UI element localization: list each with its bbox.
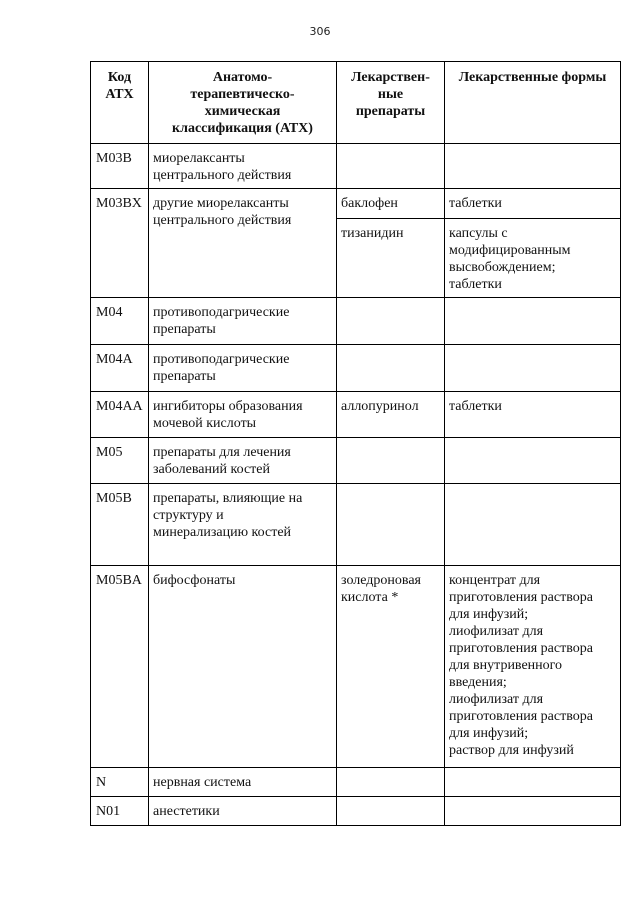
table-row xyxy=(91,438,621,484)
table-row xyxy=(91,797,621,826)
dosage-forms: таблетки xyxy=(445,189,621,219)
dosage-forms xyxy=(445,797,621,826)
dosage-forms: капсулы с модифицированным высвобождением; таблетки xyxy=(445,219,621,298)
table-row xyxy=(91,144,621,189)
drug-name xyxy=(337,144,445,189)
header-code: Код АТХ xyxy=(91,62,149,144)
atx-classification: бифосфонаты xyxy=(149,566,337,768)
drug-name xyxy=(337,298,445,345)
table-row xyxy=(91,298,621,345)
atx-code: N xyxy=(91,768,149,797)
header-forms: Лекарственные формы xyxy=(445,62,621,144)
table-row xyxy=(91,392,621,438)
atx-classification: анестетики xyxy=(149,797,337,826)
drug-name xyxy=(337,345,445,392)
table-header-row xyxy=(91,62,621,144)
atx-classification: препараты для лечения заболеваний костей xyxy=(149,438,337,484)
atx-classification: ингибиторы образования мочевой кислоты xyxy=(149,392,337,438)
atx-classification: противоподагрические препараты xyxy=(149,298,337,345)
atx-code: M05 xyxy=(91,438,149,484)
atx-classification: противоподагрические препараты xyxy=(149,345,337,392)
header-drugs: Лекарствен- ные препараты xyxy=(337,62,445,144)
table-row xyxy=(91,189,621,219)
atx-code: N01 xyxy=(91,797,149,826)
drug-name: аллопуринол xyxy=(337,392,445,438)
atx-code: M03B xyxy=(91,144,149,189)
atx-code: M04 xyxy=(91,298,149,345)
atx-code: M04AA xyxy=(91,392,149,438)
atx-code: M04A xyxy=(91,345,149,392)
drug-name xyxy=(337,484,445,566)
atx-code: M05B xyxy=(91,484,149,566)
drug-name: золедроновая кислота * xyxy=(337,566,445,768)
table-row xyxy=(91,484,621,566)
atx-classification: другие миорелаксанты центрального действия xyxy=(149,189,337,298)
dosage-forms xyxy=(445,298,621,345)
drug-name xyxy=(337,438,445,484)
drug-name: баклофен xyxy=(337,189,445,219)
atx-code: M03BX xyxy=(91,189,149,298)
page-number: 306 xyxy=(309,25,331,38)
dosage-forms xyxy=(445,345,621,392)
header-classification: Анатомо- терапевтическо- химическая классификация (АТХ) xyxy=(149,62,337,144)
atx-classification: препараты, влияющие на структуру и минерализацию костей xyxy=(149,484,337,566)
dosage-forms xyxy=(445,438,621,484)
drug-name xyxy=(337,768,445,797)
dosage-forms xyxy=(445,484,621,566)
dosage-forms: таблетки xyxy=(445,392,621,438)
table-row xyxy=(91,768,621,797)
atx-drug-table xyxy=(90,61,621,826)
dosage-forms xyxy=(445,144,621,189)
drug-name: тизанидин xyxy=(337,219,445,298)
drug-name xyxy=(337,797,445,826)
dosage-forms xyxy=(445,768,621,797)
table-row xyxy=(91,566,621,768)
atx-classification: миорелаксанты центрального действия xyxy=(149,144,337,189)
atx-classification: нервная система xyxy=(149,768,337,797)
atx-code: M05BA xyxy=(91,566,149,768)
table-row xyxy=(91,345,621,392)
dosage-forms: концентрат для приготовления раствора для инфузий; лиофилизат для приготовления раствора для внутривенного введения; лиофилизат для приготовления раствора для инфузий; раствор для инфузий xyxy=(445,566,621,768)
